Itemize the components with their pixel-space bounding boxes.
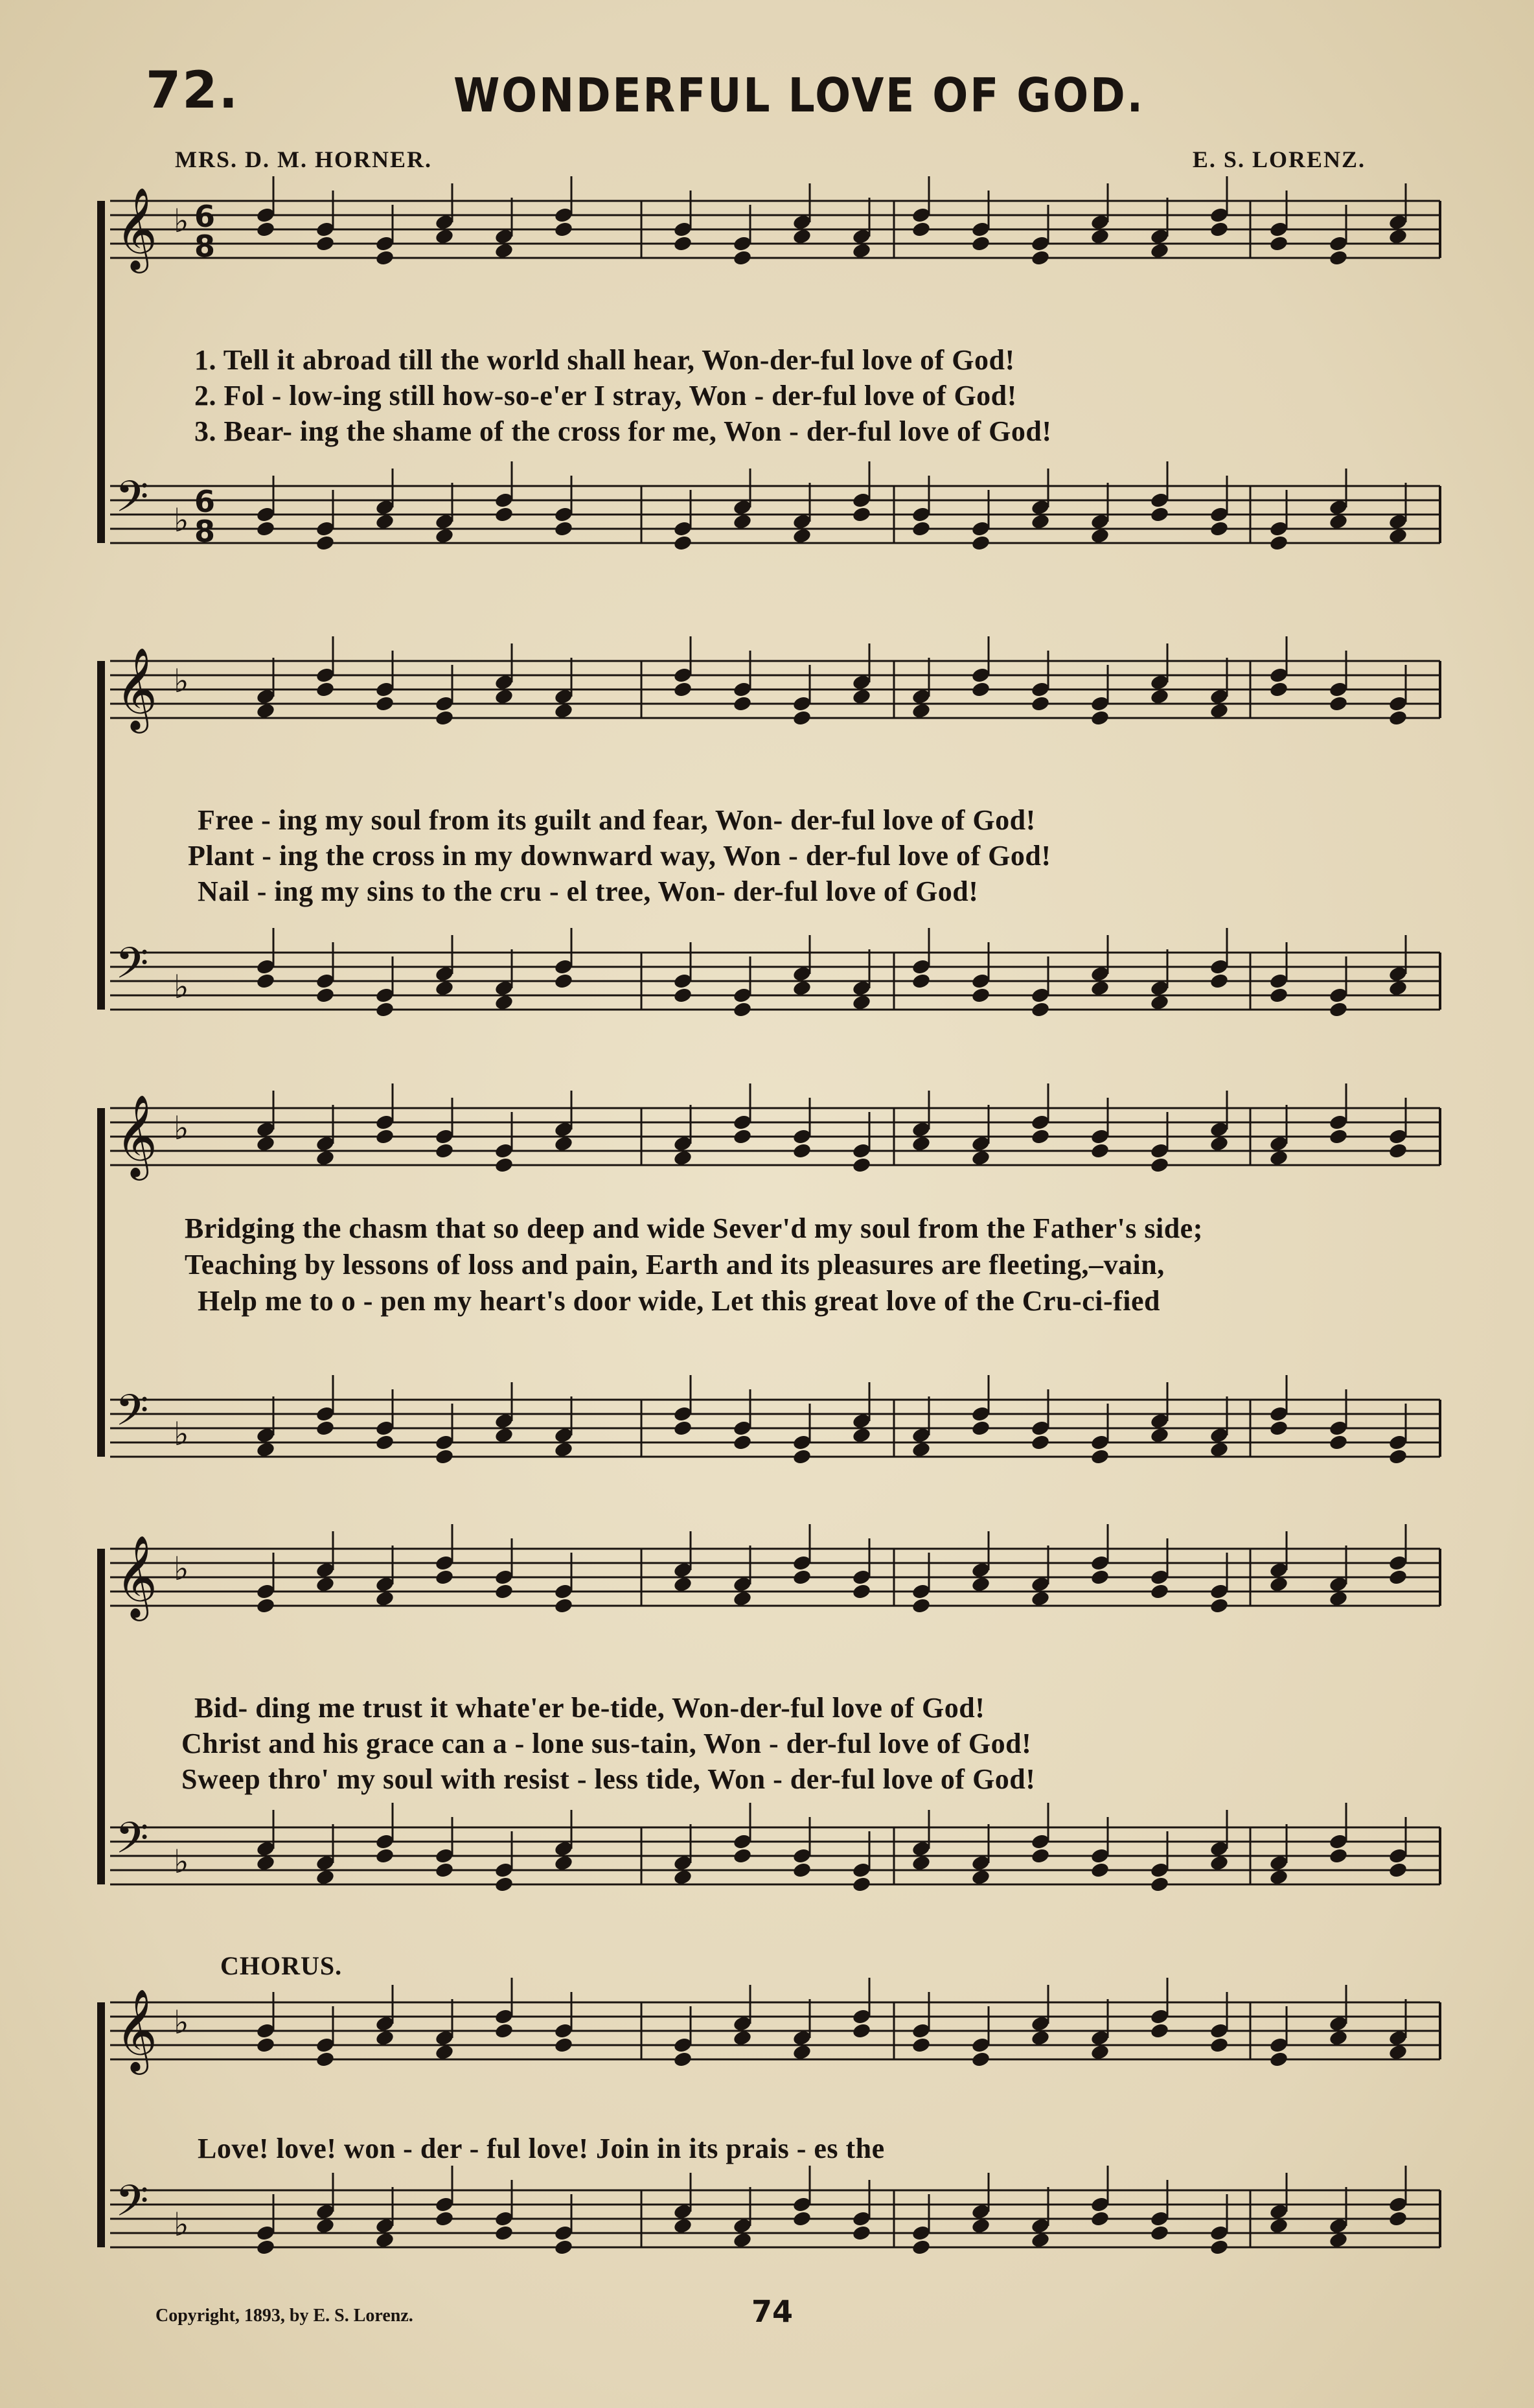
note-head [375, 695, 395, 713]
verse-2-lyric: 2. Fol - low-ing still how-so-e'er I stray, Won - der-ful love of God! [194, 380, 1017, 411]
note-head [1329, 1590, 1349, 1608]
note-head [792, 710, 812, 727]
note-head [1269, 681, 1289, 699]
note-head [1388, 527, 1408, 545]
note-head [673, 235, 693, 253]
note-head [494, 506, 514, 524]
note-head [1090, 980, 1110, 997]
note-head [1150, 1876, 1170, 1893]
note-head [971, 1576, 991, 1593]
hymn-number: 72. [146, 62, 240, 120]
note-head [256, 1135, 276, 1153]
note-head [733, 695, 753, 713]
note-head [554, 2037, 574, 2054]
note-head [1150, 1583, 1170, 1601]
note-head [315, 1150, 336, 1167]
note-head [1209, 221, 1230, 238]
note-head [435, 980, 455, 997]
note-head [792, 527, 812, 545]
note-head [554, 1135, 574, 1153]
note-head [852, 1583, 872, 1601]
note-head [971, 1150, 991, 1167]
note-head [554, 1441, 574, 1459]
note-head [1329, 249, 1349, 267]
note-head [315, 2217, 336, 2235]
note-head [1209, 973, 1230, 990]
note-head [1031, 1590, 1051, 1608]
note-head [1090, 710, 1110, 727]
note-head [1209, 1135, 1230, 1153]
note-head [1090, 1569, 1110, 1586]
note-head [911, 520, 932, 538]
time-signature-bottom: 8 [194, 229, 216, 264]
bass-clef-icon: 𝄢 [115, 472, 149, 532]
note-head [435, 1569, 455, 1586]
note-head [256, 520, 276, 538]
system-brace [97, 2002, 105, 2247]
system-brace [97, 201, 105, 543]
flat-key-signature-icon: ♭ [174, 2206, 189, 2243]
note-head [1090, 1448, 1110, 1466]
note-head [494, 1157, 514, 1174]
note-head [852, 242, 872, 260]
note-head [1209, 702, 1230, 720]
system-brace [97, 1549, 105, 1884]
note-head [435, 1142, 455, 1160]
note-head [911, 1855, 932, 1872]
note-head [1329, 1434, 1349, 1452]
note-head [971, 2217, 991, 2235]
flat-key-signature-icon: ♭ [174, 968, 189, 1006]
note-head [315, 1869, 336, 1886]
note-head [375, 2030, 395, 2047]
note-head [911, 973, 932, 990]
note-head [1329, 1001, 1349, 1019]
verse-3-lyric: Nail - ing my sins to the cru - el tree, Won- der-ful love of God! [198, 875, 979, 907]
music-system-4 [97, 1536, 1441, 1938]
note-head [435, 1448, 455, 1466]
note-head [852, 1157, 872, 1174]
note-head [1031, 2232, 1051, 2249]
music-system-3 [97, 1095, 1441, 1510]
note-head [1031, 695, 1051, 713]
music-system-2 [97, 648, 1441, 1069]
note-head [852, 1427, 872, 1444]
note-head [494, 1876, 514, 1893]
note-head [315, 987, 336, 1004]
note-head [733, 1001, 753, 1019]
note-head [911, 702, 932, 720]
note-head [673, 1420, 693, 1437]
note-head [792, 1448, 812, 1466]
treble-clef-icon: 𝄞 [115, 187, 158, 270]
note-head [1031, 2030, 1051, 2047]
note-head [792, 2044, 812, 2061]
note-head [971, 1420, 991, 1437]
note-head [1329, 513, 1349, 531]
note-head [1090, 527, 1110, 545]
note-head [673, 1150, 693, 1167]
chorus-label: CHORUS. [220, 1951, 343, 1980]
note-head [971, 535, 991, 552]
note-head [554, 221, 574, 238]
bass-clef-icon: 𝄢 [115, 2176, 149, 2236]
verse-1-lyric: Bid- ding me trust it whate'er be-tide, Won-der-ful love of God! [194, 1692, 985, 1724]
note-head [256, 1855, 276, 1872]
note-head [792, 980, 812, 997]
note-head [911, 2239, 932, 2256]
note-head [375, 513, 395, 531]
note-head [1090, 2044, 1110, 2061]
note-head [733, 1847, 753, 1865]
flat-key-signature-icon: ♭ [174, 502, 189, 539]
note-head [673, 1869, 693, 1886]
note-head [375, 1001, 395, 1019]
copyright-notice: Copyright, 1893, by E. S. Lorenz. [155, 2306, 413, 2326]
verse-3-lyric: 3. Bear- ing the shame of the cross for me, Won - der-ful love of God! [194, 415, 1052, 447]
note-head [1031, 1847, 1051, 1865]
note-head [494, 2022, 514, 2040]
note-head [1329, 1128, 1349, 1146]
note-head [971, 1869, 991, 1886]
note-head [852, 688, 872, 706]
note-head [375, 1847, 395, 1865]
note-head [1269, 1869, 1289, 1886]
note-head [1150, 506, 1170, 524]
note-head [733, 1590, 753, 1608]
bass-clef-icon: 𝄢 [115, 1813, 149, 1873]
note-head [792, 1142, 812, 1160]
verse-2-lyric: Christ and his grace can a - lone sus-tain, Won - der-ful love of God! [181, 1728, 1032, 1759]
note-head [1269, 987, 1289, 1004]
note-head [256, 973, 276, 990]
note-head [435, 2044, 455, 2061]
note-head [1031, 1001, 1051, 1019]
note-head [673, 2217, 693, 2235]
note-head [1269, 535, 1289, 552]
note-head [733, 1434, 753, 1452]
note-head [375, 249, 395, 267]
note-head [494, 688, 514, 706]
note-head [792, 2210, 812, 2228]
note-head [315, 235, 336, 253]
note-head [256, 2239, 276, 2256]
note-head [911, 2037, 932, 2054]
note-head [435, 710, 455, 727]
note-head [256, 221, 276, 238]
note-head [1150, 2022, 1170, 2040]
note-head [554, 520, 574, 538]
note-head [494, 1427, 514, 1444]
note-head [1150, 1157, 1170, 1174]
hymn-title: WONDERFUL LOVE OF GOD. [453, 68, 1145, 122]
note-head [1209, 1855, 1230, 1872]
note-head [315, 681, 336, 699]
note-head [1388, 1862, 1408, 1879]
note-head [673, 987, 693, 1004]
note-head [554, 1855, 574, 1872]
treble-clef-icon: 𝄞 [115, 1094, 158, 1177]
verse-1-lyric: Bridging the chasm that so deep and wide Sever'd my soul from the Father's side; [185, 1212, 1203, 1244]
note-head [673, 535, 693, 552]
note-head [911, 1135, 932, 1153]
composer-credit: E. S. LORENZ. [1192, 146, 1366, 172]
note-head [1150, 994, 1170, 1012]
note-head [733, 2232, 753, 2249]
note-head [315, 535, 336, 552]
note-head [375, 1590, 395, 1608]
note-head [1031, 1434, 1051, 1452]
note-head [1269, 1420, 1289, 1437]
verse-3-lyric: Sweep thro' my soul with resist - less tide, Won - der-ful love of God! [181, 1763, 1036, 1795]
note-head [673, 1576, 693, 1593]
note-head [554, 702, 574, 720]
note-head [1388, 2044, 1408, 2061]
note-head [1269, 1150, 1289, 1167]
note-head [911, 1597, 932, 1615]
note-head [1150, 2225, 1170, 2242]
note-head [375, 1128, 395, 1146]
note-head [1388, 2210, 1408, 2228]
note-head [315, 2051, 336, 2068]
note-head [971, 235, 991, 253]
note-head [315, 1420, 336, 1437]
note-head [1031, 513, 1051, 531]
note-head [852, 994, 872, 1012]
note-head [1150, 688, 1170, 706]
note-head [1388, 980, 1408, 997]
system-brace [97, 661, 105, 1010]
note-head [1150, 242, 1170, 260]
note-head [911, 221, 932, 238]
note-head [971, 681, 991, 699]
note-head [1209, 1597, 1230, 1615]
flat-key-signature-icon: ♭ [174, 202, 189, 240]
flat-key-signature-icon: ♭ [174, 1550, 189, 1588]
note-head [733, 513, 753, 531]
note-head [1329, 2030, 1349, 2047]
note-head [1209, 520, 1230, 538]
note-head [554, 2239, 574, 2256]
note-head [1031, 1128, 1051, 1146]
treble-clef-icon: 𝄞 [115, 1534, 158, 1617]
bass-clef-icon: 𝄢 [115, 1385, 149, 1446]
note-head [733, 249, 753, 267]
note-head [494, 2225, 514, 2242]
note-head [1388, 1448, 1408, 1466]
note-head [1329, 1847, 1349, 1865]
verse-1-lyric: Free - ing my soul from its guilt and fear, Won- der-ful love of God! [198, 804, 1036, 836]
verse-2-lyric: Teaching by lessons of loss and pain, Earth and its pleasures are fleeting,–vain, [185, 1249, 1165, 1280]
note-head [673, 681, 693, 699]
verse-3-lyric: Help me to o - pen my heart's door wide, Let this great love of the Cru-ci-fied [198, 1285, 1160, 1317]
note-head [1150, 1427, 1170, 1444]
note-head [1209, 2239, 1230, 2256]
verse-1-lyric: 1. Tell it abroad till the world shall hear, Won-der-ful love of God! [194, 344, 1015, 376]
note-head [1269, 2051, 1289, 2068]
note-head [256, 1597, 276, 1615]
note-head [1031, 249, 1051, 267]
note-head [971, 2051, 991, 2068]
lyricist-credit: MRS. D. M. HORNER. [175, 146, 432, 172]
note-head [733, 2030, 753, 2047]
note-head [256, 2037, 276, 2054]
note-head [911, 1441, 932, 1459]
note-head [375, 2232, 395, 2249]
note-head [435, 228, 455, 246]
note-head [792, 1862, 812, 1879]
note-head [792, 1569, 812, 1586]
note-head [494, 242, 514, 260]
note-head [554, 1597, 574, 1615]
treble-clef-icon: 𝄞 [115, 647, 158, 730]
flat-key-signature-icon: ♭ [174, 662, 189, 700]
note-head [1269, 1576, 1289, 1593]
note-head [1090, 228, 1110, 246]
bass-clef-icon: 𝄢 [115, 938, 149, 999]
note-head [315, 1576, 336, 1593]
system-brace [97, 1108, 105, 1457]
note-head [1209, 1441, 1230, 1459]
note-head [852, 2225, 872, 2242]
note-head [1269, 235, 1289, 253]
note-head [494, 994, 514, 1012]
note-head [852, 1876, 872, 1893]
note-head [494, 1583, 514, 1601]
note-head [1209, 2037, 1230, 2054]
note-head [435, 2210, 455, 2228]
note-head [435, 527, 455, 545]
flat-key-signature-icon: ♭ [174, 1415, 189, 1453]
note-head [971, 987, 991, 1004]
note-head [673, 2051, 693, 2068]
note-head [1090, 1862, 1110, 1879]
time-signature-top: 6 [194, 199, 216, 234]
note-head [1388, 710, 1408, 727]
music-system-1 [97, 188, 1441, 590]
note-head [1090, 2210, 1110, 2228]
time-signature-top: 6 [194, 484, 216, 519]
note-head [1329, 2232, 1349, 2249]
note-head [256, 1441, 276, 1459]
chorus-lyric: Love! love! won - der - ful love! Join in its prais - es the [198, 2133, 885, 2164]
note-head [1269, 2217, 1289, 2235]
flat-key-signature-icon: ♭ [174, 2004, 189, 2041]
verse-2-lyric: Plant - ing the cross in my downward way, Won - der-ful love of God! [188, 840, 1051, 872]
note-head [554, 973, 574, 990]
note-head [733, 1128, 753, 1146]
note-head [375, 1434, 395, 1452]
note-head [852, 506, 872, 524]
flat-key-signature-icon: ♭ [174, 1109, 189, 1147]
note-head [256, 702, 276, 720]
treble-clef-icon: 𝄞 [115, 1988, 158, 2071]
time-signature-bottom: 8 [194, 514, 216, 549]
note-head [435, 1862, 455, 1879]
note-head [1388, 228, 1408, 246]
note-head [1388, 1569, 1408, 1586]
note-head [852, 2022, 872, 2040]
flat-key-signature-icon: ♭ [174, 1843, 189, 1881]
note-head [1090, 1142, 1110, 1160]
note-head [1329, 695, 1349, 713]
note-head [792, 228, 812, 246]
note-head [1388, 1142, 1408, 1160]
music-system-chorus [97, 1983, 1441, 2281]
page-number: 74 [751, 2294, 794, 2329]
